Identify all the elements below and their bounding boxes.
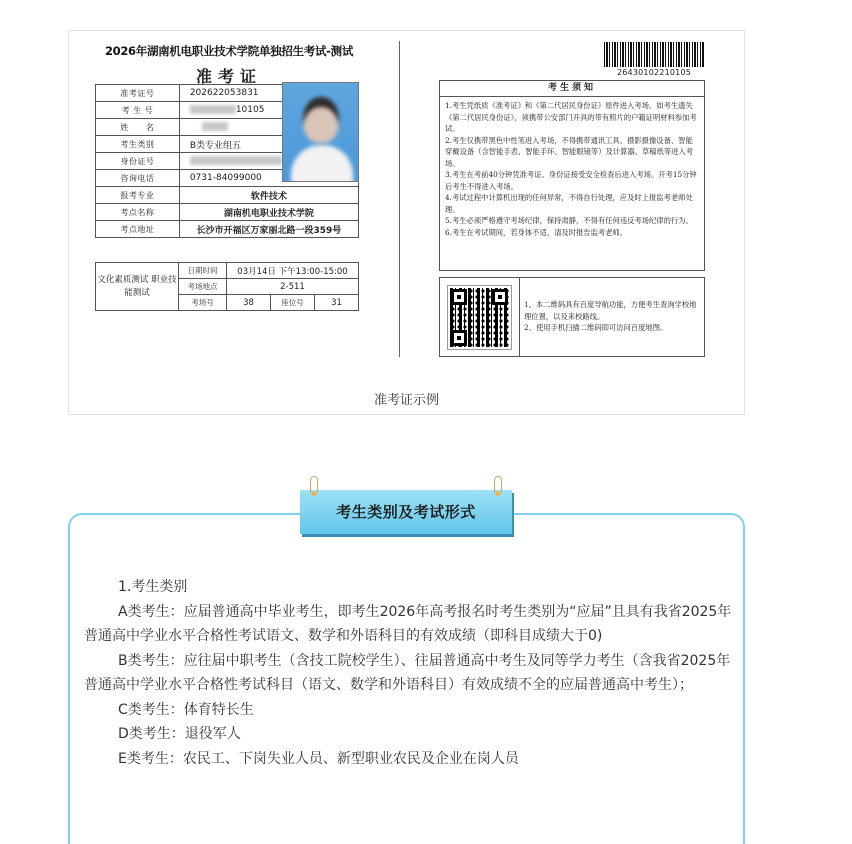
ticket-left-panel <box>95 43 363 308</box>
paragraph: C类考生：体育特长生 <box>118 701 254 718</box>
qr-notes <box>524 299 702 334</box>
list-item: 2.考生仅携带黑色中性笔进入考场，不得携带通讯工具、摄影摄像设备、智能穿戴设备（含智能手表、智能手环、智能眼镜等）及计算器、草稿纸等进入考场。 <box>445 135 694 168</box>
photo-body <box>291 145 353 182</box>
subheading: 1.考生类别 <box>118 579 188 595</box>
barcode-icon <box>604 42 704 67</box>
exam-title: 2026年湖南机电职业技术学院单独招生考试-测试 <box>104 44 354 58</box>
qr-finder <box>451 330 467 346</box>
list-item: 6.考生在考试期间，若身体不适，请及时报告监考老师。 <box>445 227 628 237</box>
field-label: 考点名称 <box>96 204 180 221</box>
binder-ring-icon <box>310 476 318 494</box>
qr-note: 1、本二维码具有百度导航功能，方便考生查询学校地理位置，以及来校路线。 <box>524 300 697 321</box>
redacted-mask <box>202 122 228 131</box>
session-name: 文化素质测试 职业技能测试 <box>96 263 179 311</box>
exam-session-table <box>95 262 359 311</box>
session-datetime: 03月14日 下午13:00-15:00 <box>227 263 359 279</box>
table-row <box>96 263 359 279</box>
major: 软件技术 <box>179 187 358 204</box>
qr-code-icon <box>448 286 511 349</box>
notice-title: 考生须知 <box>440 81 704 97</box>
room-number: 38 <box>227 295 271 311</box>
session-label: 考场地点 <box>179 279 227 295</box>
list-item: 5.考生必须严格遵守考场纪律，保持肃静，不得有任何违反考场纪律的行为。 <box>445 216 693 225</box>
list-item: 4.考试过程中计算机出现的任何异常，不得自行处理，应及时上报监考老师处理。 <box>445 193 693 214</box>
ticket-number: 202622053831 <box>179 85 358 102</box>
qr-finder <box>451 289 467 305</box>
ticket-divider <box>399 41 400 357</box>
field-label: 准考证号 <box>96 85 180 102</box>
paragraph: D类考生：退役军人 <box>118 726 241 742</box>
field-label: 考生类别 <box>96 136 180 153</box>
table-row <box>96 221 359 238</box>
redacted-mask <box>190 105 236 114</box>
candidate-number-suffix: 10105 <box>235 105 265 115</box>
field-label: 报考专业 <box>96 187 180 204</box>
field-label: 咨询电话 <box>96 170 180 187</box>
qr-finder <box>492 289 508 305</box>
exam-site-name: 湖南机电职业技术学院 <box>179 204 358 221</box>
qr-note: 2、使用手机扫描二维码即可访问百度地图。 <box>524 323 668 332</box>
photo-head <box>303 97 339 143</box>
session-label: 考场号 <box>179 295 227 311</box>
session-label: 座位号 <box>271 295 315 311</box>
field-label: 考 生 号 <box>96 102 180 119</box>
paragraph: A类考生：应届普通高中毕业考生，即考生2026年高考报名时考生类别为“应届”且具有我省2025年普通高中学业水平合格性考试语文、数学和外语科目的有效成绩（即科目成绩大于0) <box>84 603 732 644</box>
seat-number: 31 <box>315 295 359 311</box>
table-row <box>96 187 359 204</box>
paragraph: B类考生：应往届中职考生（含技工院校学生）、往届普通高中考生及同等学力考生（含我省2025年普通高中学业水平合格性考试科目（语文、数学和外语科目）有效成绩不全的应届普通高中考生）； <box>84 652 731 693</box>
hotline: 0731-84099000 <box>179 170 358 187</box>
barcode-number: 26430102210105 <box>616 68 692 77</box>
notice-box <box>439 80 705 271</box>
figure-caption: 准考证示例 <box>373 393 439 408</box>
section-title: 考生类别及考试形式 <box>336 503 476 521</box>
section-body <box>84 575 734 771</box>
candidate-category: B类专业组五 <box>179 136 358 153</box>
section-title-tab <box>300 490 512 534</box>
qr-box <box>439 277 705 357</box>
session-place: 2-511 <box>227 279 359 295</box>
redacted-mask <box>190 156 282 165</box>
paragraph: E类考生：农民工、下岗失业人员、新型职业农民及企业在岗人员 <box>118 750 519 767</box>
field-label: 考点地址 <box>96 221 180 238</box>
qr-separator <box>519 278 520 356</box>
table-row <box>96 204 359 221</box>
session-label: 日期时间 <box>179 263 227 279</box>
field-label: 身份证号 <box>96 153 180 170</box>
exam-site-address: 长沙市开福区万家丽北路一段359号 <box>179 221 358 238</box>
admission-ticket-figure <box>68 30 745 415</box>
notice-list <box>440 97 704 241</box>
list-item: 3.考生在考前40分钟凭准考证、身份证接受安全检查后进入考场。开考15分钟后考生不得进入考场。 <box>445 170 697 191</box>
binder-ring-icon <box>494 476 502 494</box>
candidate-photo <box>282 82 359 182</box>
ticket-heading: 准考证 <box>195 67 262 86</box>
list-item: 1.考生凭纸质《准考证》和《第二代居民身份证》原件进入考场。如考生遗失《第二代居民身份证》，须携带公安部门开具的带有照片的户籍证明材料参加考试。 <box>445 101 697 133</box>
field-label: 姓 名 <box>96 119 180 136</box>
